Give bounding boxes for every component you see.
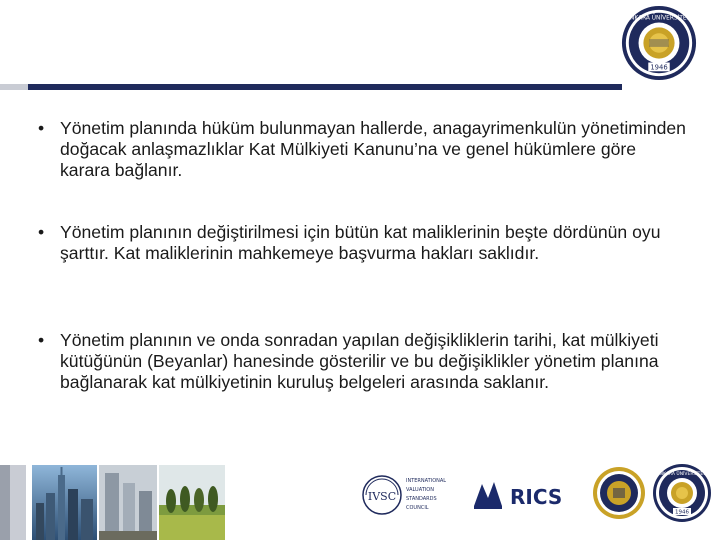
bullet-item: [38, 330, 688, 393]
towers-photo: [99, 465, 157, 540]
footer-side-bar-dark: [0, 465, 10, 540]
ivsc-line-3: STANDARDS: [406, 496, 437, 502]
bullet-text: Yönetim planında hüküm bulunmayan hallerde, anagayrimenkulün yönetiminden doğacak anlaşmazlıklar Kat Mülkiyeti Kanunu’na ve genel hükümlere göre karara bağlanır.: [60, 118, 686, 180]
bullet-text: Yönetim planının ve onda sonradan yapılan değişikliklerin tarihi, kat mülkiyeti kütüğünün (Beyanlar) hanesinde gösterilir ve bu değişiklikler yönetim planına bağlanarak kat mülkiyetinin kuruluş belgeleri arasında saklanır.: [60, 330, 659, 392]
landscape-photo: [159, 465, 225, 540]
ankara-university-seal-bottom: [652, 463, 712, 523]
bullet-item: [38, 222, 688, 264]
ivsc-line-1: INTERNATIONAL: [406, 478, 447, 484]
ivsc-line-2: VALUATION: [406, 487, 434, 493]
bullet-symbol: •: [38, 330, 45, 350]
bullet-text: Yönetim planının değiştirilmesi için bütün kat maliklerinin beşte dördünün oyu şarttır. Kat maliklerinin mahkemeye başvurma hakları saklıdır.: [60, 222, 661, 263]
bullet-symbol: •: [38, 118, 45, 138]
ivsc-logo: [360, 470, 460, 520]
rics-text: RICS: [510, 485, 563, 509]
bullet-item: [38, 118, 688, 181]
ivsc-line-4: COUNCIL: [406, 505, 429, 511]
seal-year-text: 1946: [650, 63, 668, 72]
gold-university-seal: [592, 466, 646, 520]
city-skyline-photo: [32, 465, 97, 540]
seal-bottom-title: ANKARA ÜNİVERSİTESİ: [656, 472, 708, 477]
seal-bottom-year: 1946: [675, 509, 689, 516]
bullet-symbol: •: [38, 222, 45, 242]
rics-logo: [468, 472, 580, 518]
seal-title-text: ANKARA ÜNİVERSİTESİ: [625, 15, 693, 22]
ivsc-text: IVSC: [367, 490, 397, 503]
